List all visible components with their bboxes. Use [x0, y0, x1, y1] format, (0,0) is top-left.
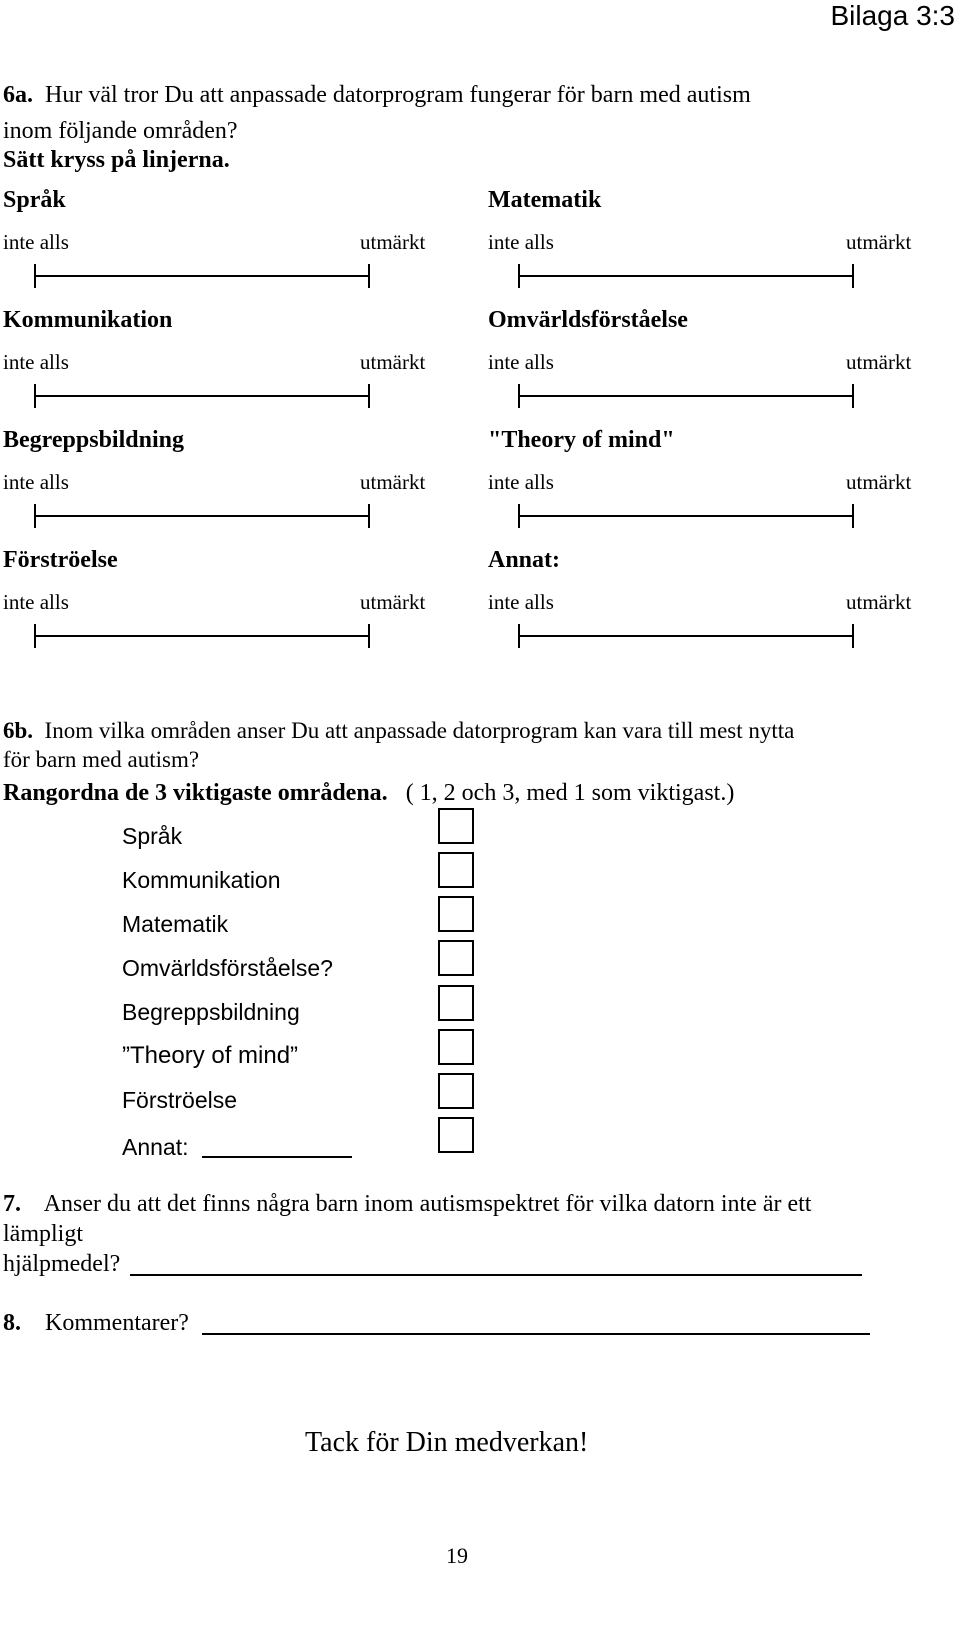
category-matematik: Matematik — [488, 187, 602, 213]
category-forstroelse: Förströelse — [3, 547, 118, 573]
rank-option-kommunikation: Kommunikation — [122, 867, 281, 893]
q6a-text-line1: Hur väl tror Du att anpassade datorprogram fungerar för barn med autism — [45, 82, 751, 108]
rating-scale-sprak[interactable] — [34, 264, 370, 290]
scale-low-label: inte alls — [3, 470, 69, 494]
category-theory-of-mind: "Theory of mind" — [488, 427, 675, 453]
q7-line1 — [3, 1189, 811, 1219]
rating-scale-begreppsbildning[interactable] — [34, 504, 370, 530]
rank-box-matematik[interactable] — [438, 896, 474, 932]
appendix-label: Bilaga 3:3 — [830, 0, 955, 31]
scale-low-label: inte alls — [3, 350, 69, 374]
scale-low-label: inte alls — [3, 590, 69, 614]
rank-box-begreppsbildning[interactable] — [438, 985, 474, 1021]
thanks-message: Tack för Din medverkan! — [305, 1427, 589, 1458]
scale-high-label: utmärkt — [360, 590, 426, 614]
rating-scale-kommunikation[interactable] — [34, 384, 370, 410]
rank-option-annat: Annat: — [122, 1134, 189, 1160]
rating-scale-matematik[interactable] — [518, 264, 854, 290]
rank-box-forstroelse[interactable] — [438, 1073, 474, 1109]
rank-option-forstroelse: Förströelse — [122, 1087, 238, 1113]
page-number: 19 — [446, 1543, 468, 1568]
q7-text-line1: Anser du att det finns några barn inom autismspektret för vilka datorn inte är ett — [43, 1191, 812, 1217]
scale-high-label: utmärkt — [360, 350, 426, 374]
category-annat: Annat: — [488, 547, 561, 573]
q8-line — [3, 1308, 189, 1338]
scale-low-label: inte alls — [488, 470, 554, 494]
q6a-line1 — [3, 80, 751, 110]
q6b-instruction-bold: Rangordna de 3 viktigaste områdena. — [3, 780, 388, 806]
q8-answer-line[interactable] — [202, 1333, 870, 1335]
q6b-instruction — [3, 778, 734, 808]
scale-high-label: utmärkt — [360, 230, 426, 254]
scale-low-label: inte alls — [488, 350, 554, 374]
scale-low-label: inte alls — [488, 230, 554, 254]
rank-box-omvarldsforstaelse[interactable] — [438, 940, 474, 976]
annat-text-line[interactable] — [202, 1156, 352, 1158]
rank-box-sprak[interactable] — [438, 808, 474, 844]
scale-low-label: inte alls — [488, 590, 554, 614]
q6b-text-line1: Inom vilka områden anser Du att anpassade datorprogram kan vara till mest nytta — [44, 718, 795, 743]
category-begreppsbildning: Begreppsbildning — [3, 427, 184, 453]
rank-box-annat[interactable] — [438, 1117, 474, 1153]
q6a-number: 6a. — [3, 82, 33, 108]
category-kommunikation: Kommunikation — [3, 307, 173, 333]
q6b-line1 — [3, 716, 794, 746]
rank-option-begreppsbildning: Begreppsbildning — [122, 999, 300, 1025]
rating-scale-theory-of-mind[interactable] — [518, 504, 854, 530]
q7-answer-line[interactable] — [130, 1274, 862, 1276]
q6a-text-line2: inom följande områden? — [3, 118, 238, 144]
rank-option-sprak: Språk — [122, 823, 183, 849]
q6b-text-line2: för barn med autism? — [3, 747, 200, 772]
q7-text-line2: lämpligt — [3, 1221, 83, 1247]
q6b-instruction-note: ( 1, 2 och 3, med 1 som viktigast.) — [405, 780, 735, 806]
q8-text: Kommentarer? — [45, 1310, 189, 1336]
rank-box-theory-of-mind[interactable] — [438, 1029, 474, 1065]
category-sprak: Språk — [3, 187, 66, 213]
q7-text-line3: hjälpmedel? — [3, 1251, 121, 1277]
rank-option-matematik: Matematik — [122, 911, 229, 937]
rating-scale-forstroelse[interactable] — [34, 624, 370, 650]
q6a-instruction: Sätt kryss på linjerna. — [3, 147, 230, 173]
rank-box-kommunikation[interactable] — [438, 852, 474, 888]
rating-scale-omvarldsforstaelse[interactable] — [518, 384, 854, 410]
q6b-number: 6b. — [3, 718, 34, 743]
scale-low-label: inte alls — [3, 230, 69, 254]
scale-high-label: utmärkt — [360, 470, 426, 494]
scale-high-label: utmärkt — [846, 470, 912, 494]
rank-option-omvarldsforstaelse: Omvärldsförståelse? — [122, 955, 333, 981]
q8-number: 8. — [3, 1310, 21, 1336]
q7-number: 7. — [3, 1191, 21, 1217]
scale-high-label: utmärkt — [846, 590, 912, 614]
rank-option-theory-of-mind: ”Theory of mind” — [122, 1042, 299, 1069]
scale-high-label: utmärkt — [846, 230, 912, 254]
scale-high-label: utmärkt — [846, 350, 912, 374]
category-omvarldsforstaelse: Omvärldsförståelse — [488, 307, 688, 333]
rating-scale-annat[interactable] — [518, 624, 854, 650]
